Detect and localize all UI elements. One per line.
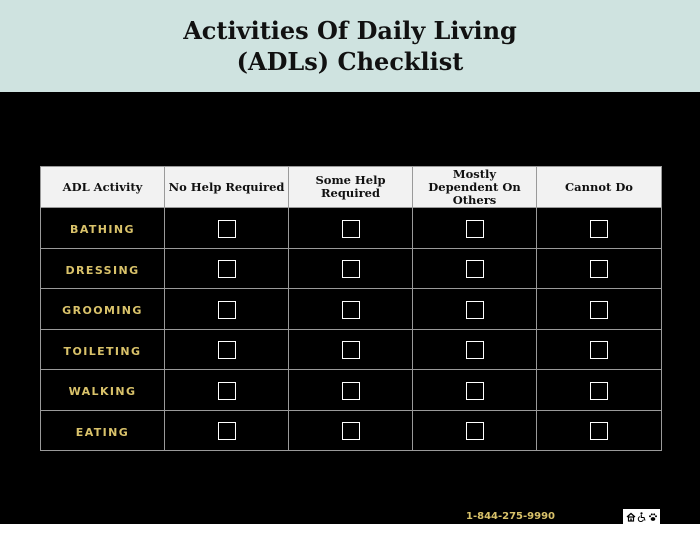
table-row	[41, 329, 662, 370]
checkbox-cell	[413, 289, 537, 330]
eating-cannot-do-checkbox[interactable]	[590, 422, 608, 440]
grooming-cannot-do-checkbox[interactable]	[590, 301, 608, 319]
dressing-cannot-do-checkbox[interactable]	[590, 260, 608, 278]
wheelchair-icon	[637, 512, 647, 522]
eating-no-help-checkbox[interactable]	[218, 422, 236, 440]
checkbox-cell	[165, 370, 289, 411]
activity-label-eating: EATING	[75, 425, 130, 439]
checkbox-cell	[413, 248, 537, 289]
column-header-no-help-required: No Help Required	[165, 167, 289, 208]
table-row	[41, 410, 662, 451]
dressing-no-help-checkbox[interactable]	[218, 260, 236, 278]
walking-no-help-checkbox[interactable]	[218, 382, 236, 400]
footer-icon-group	[623, 509, 660, 524]
column-header-mostly-dependent-label: Mostly Dependent On Others	[428, 166, 521, 207]
toileting-cannot-do-checkbox[interactable]	[590, 341, 608, 359]
checkbox-cell	[537, 248, 662, 289]
checkbox-cell	[413, 208, 537, 249]
checkbox-cell	[413, 410, 537, 451]
activity-cell	[41, 289, 165, 330]
checkbox-cell	[413, 370, 537, 411]
checkbox-cell	[413, 329, 537, 370]
bathing-some-help-checkbox[interactable]	[342, 220, 360, 238]
checkbox-cell	[537, 410, 662, 451]
checkbox-cell	[537, 370, 662, 411]
toileting-some-help-checkbox[interactable]	[342, 341, 360, 359]
page-title-line-1: Activities Of Daily Living	[183, 16, 517, 45]
column-header-adl-activity: ADL Activity	[41, 167, 165, 208]
activity-cell	[41, 208, 165, 249]
checkbox-cell	[289, 248, 413, 289]
header-banner	[0, 0, 700, 92]
activity-cell	[41, 370, 165, 411]
activity-label-grooming: GROOMING	[62, 304, 143, 318]
checkbox-cell	[165, 289, 289, 330]
table-header-row	[41, 167, 662, 208]
checkbox-cell	[289, 208, 413, 249]
table-row	[41, 370, 662, 411]
eating-some-help-checkbox[interactable]	[342, 422, 360, 440]
adl-checklist-table	[40, 166, 662, 451]
activity-cell	[41, 248, 165, 289]
table-row	[41, 208, 662, 249]
checkbox-cell	[165, 208, 289, 249]
checkbox-cell	[289, 329, 413, 370]
column-header-mostly-dependent	[413, 167, 537, 208]
bottom-white-strip	[0, 524, 700, 541]
grooming-no-help-checkbox[interactable]	[218, 301, 236, 319]
activity-label-bathing: BATHING	[70, 223, 135, 237]
table-row	[41, 248, 662, 289]
checkbox-cell	[289, 289, 413, 330]
checkbox-cell	[165, 248, 289, 289]
column-header-cannot-do: Cannot Do	[537, 167, 662, 208]
bathing-cannot-do-checkbox[interactable]	[590, 220, 608, 238]
grooming-mostly-dependent-checkbox[interactable]	[466, 301, 484, 319]
dressing-mostly-dependent-checkbox[interactable]	[466, 260, 484, 278]
checkbox-cell	[289, 410, 413, 451]
activity-label-walking: WALKING	[68, 385, 137, 399]
activity-cell	[41, 410, 165, 451]
dressing-some-help-checkbox[interactable]	[342, 260, 360, 278]
checkbox-cell	[165, 329, 289, 370]
grooming-some-help-checkbox[interactable]	[342, 301, 360, 319]
checkbox-cell	[537, 329, 662, 370]
column-header-some-help-required: Some Help Required	[289, 167, 413, 208]
footer-phone-number: 1-844-275-9990	[466, 511, 555, 522]
checkbox-cell	[537, 289, 662, 330]
bathing-mostly-dependent-checkbox[interactable]	[466, 220, 484, 238]
toileting-no-help-checkbox[interactable]	[218, 341, 236, 359]
checkbox-cell	[165, 410, 289, 451]
toileting-mostly-dependent-checkbox[interactable]	[466, 341, 484, 359]
walking-cannot-do-checkbox[interactable]	[590, 382, 608, 400]
checkbox-cell	[537, 208, 662, 249]
checkbox-cell	[289, 370, 413, 411]
page-title-line-2: (ADLs) Checklist	[236, 47, 464, 76]
activity-label-dressing: DRESSING	[65, 263, 140, 277]
paw-icon	[648, 512, 658, 522]
walking-mostly-dependent-checkbox[interactable]	[466, 382, 484, 400]
walking-some-help-checkbox[interactable]	[342, 382, 360, 400]
table-row	[41, 289, 662, 330]
bathing-no-help-checkbox[interactable]	[218, 220, 236, 238]
eating-mostly-dependent-checkbox[interactable]	[466, 422, 484, 440]
house-icon	[626, 512, 636, 522]
activity-cell	[41, 329, 165, 370]
activity-label-toileting: TOILETING	[63, 344, 142, 358]
